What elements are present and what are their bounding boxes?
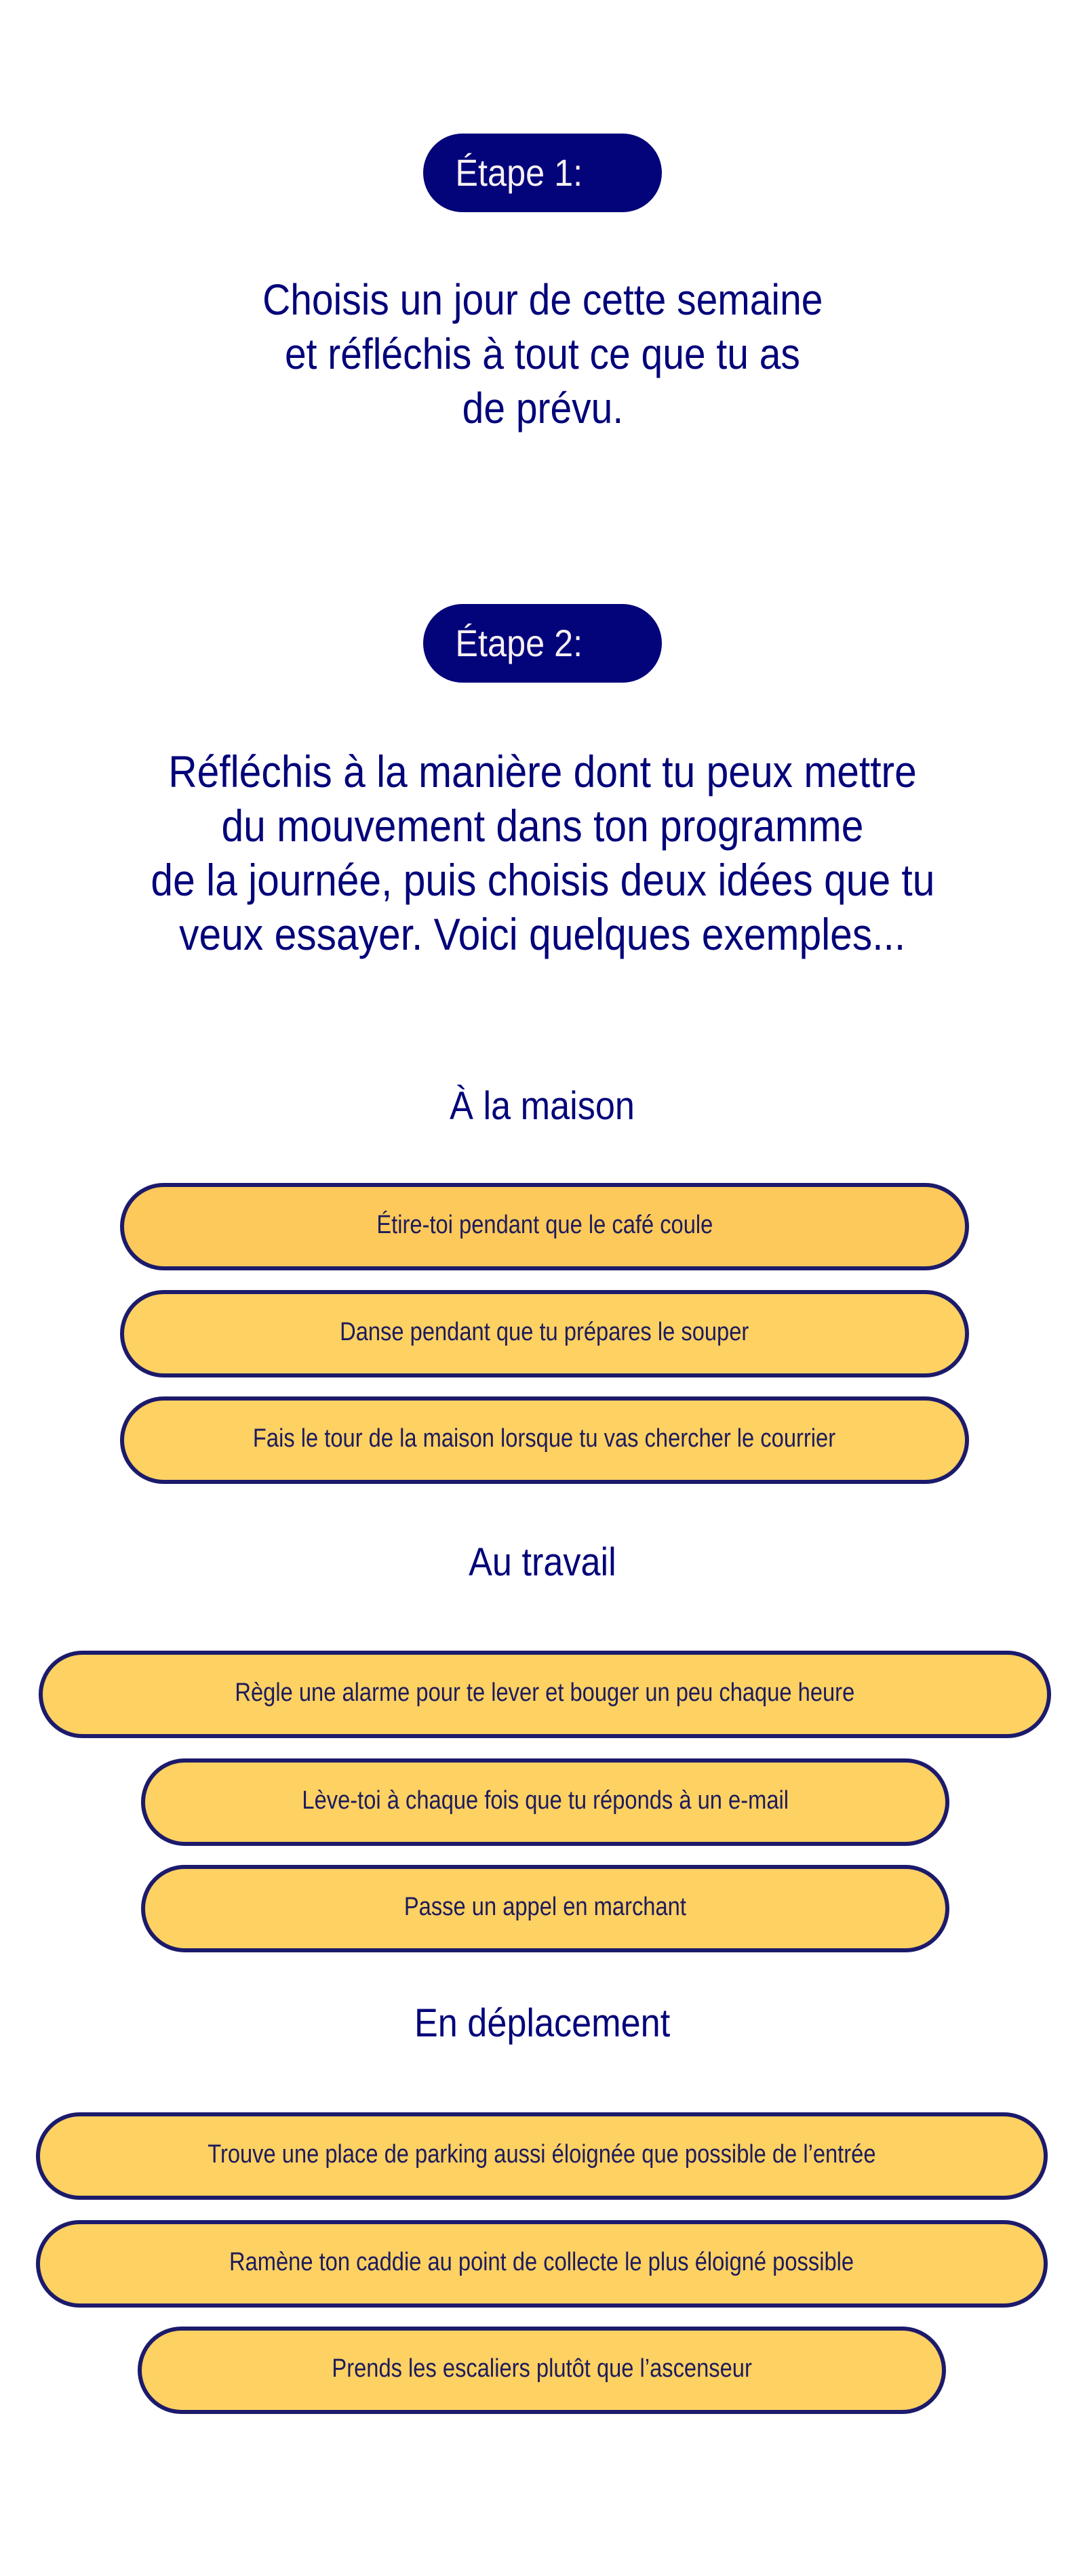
step-2-line: Réfléchis à la manière dont tu peux mettre (168, 746, 917, 797)
activity-option-label: Prends les escaliers plutôt que l’ascenseur (332, 2354, 752, 2383)
activity-option[interactable] (141, 1865, 949, 1952)
activity-option[interactable] (36, 2112, 1048, 2200)
activity-option-label: Fais le tour de la maison lorsque tu vas chercher le courrier (253, 1424, 836, 1453)
step-1-instructions (0, 273, 1085, 435)
activity-option[interactable] (141, 1758, 949, 1846)
activity-option-label: Danse pendant que tu prépares le souper (340, 1317, 749, 1346)
step-2-line: du mouvement dans ton programme (221, 801, 864, 851)
activity-option-label: Lève-toi à chaque fois que tu réponds à un e-mail (302, 1786, 789, 1815)
section-heading-home: À la maison (450, 1084, 635, 1128)
activity-option[interactable] (39, 1651, 1051, 1738)
activity-option-label: Règle une alarme pour te lever et bouger un peu chaque heure (235, 1678, 855, 1707)
step-2-instructions (0, 744, 1085, 961)
activity-option[interactable] (138, 2327, 946, 2414)
step-1-badge (423, 134, 662, 212)
activity-option-label: Trouve une place de parking aussi éloignée que possible de l’entrée (208, 2139, 876, 2169)
step-1-line: et réfléchis à tout ce que tu as (285, 329, 800, 378)
step-1-line: de prévu. (462, 384, 623, 432)
activity-option-label: Passe un appel en marchant (403, 1892, 687, 1921)
step-2-badge (423, 604, 662, 683)
activity-option[interactable] (120, 1396, 969, 1484)
step-2-badge-label: Étape 2: (455, 622, 583, 664)
step-2-line: veux essayer. Voici quelques exemples... (179, 909, 906, 959)
activity-option-label: Ramène ton caddie au point de collecte le plus éloigné possible (229, 2247, 854, 2276)
step-2-line: de la journée, puis choisis deux idées que tu (150, 855, 934, 905)
activity-option[interactable] (120, 1290, 969, 1377)
activity-option[interactable] (120, 1183, 969, 1270)
step-1-line: Choisis un jour de cette semaine (262, 275, 823, 324)
activity-option-label: Étire-toi pendant que le café coule (376, 1210, 713, 1239)
step-1-badge-label: Étape 1: (455, 151, 583, 194)
section-heading-work: Au travail (469, 1540, 616, 1584)
activity-option[interactable] (36, 2220, 1048, 2308)
section-heading-on-the-go: En déplacement (414, 2001, 671, 2045)
